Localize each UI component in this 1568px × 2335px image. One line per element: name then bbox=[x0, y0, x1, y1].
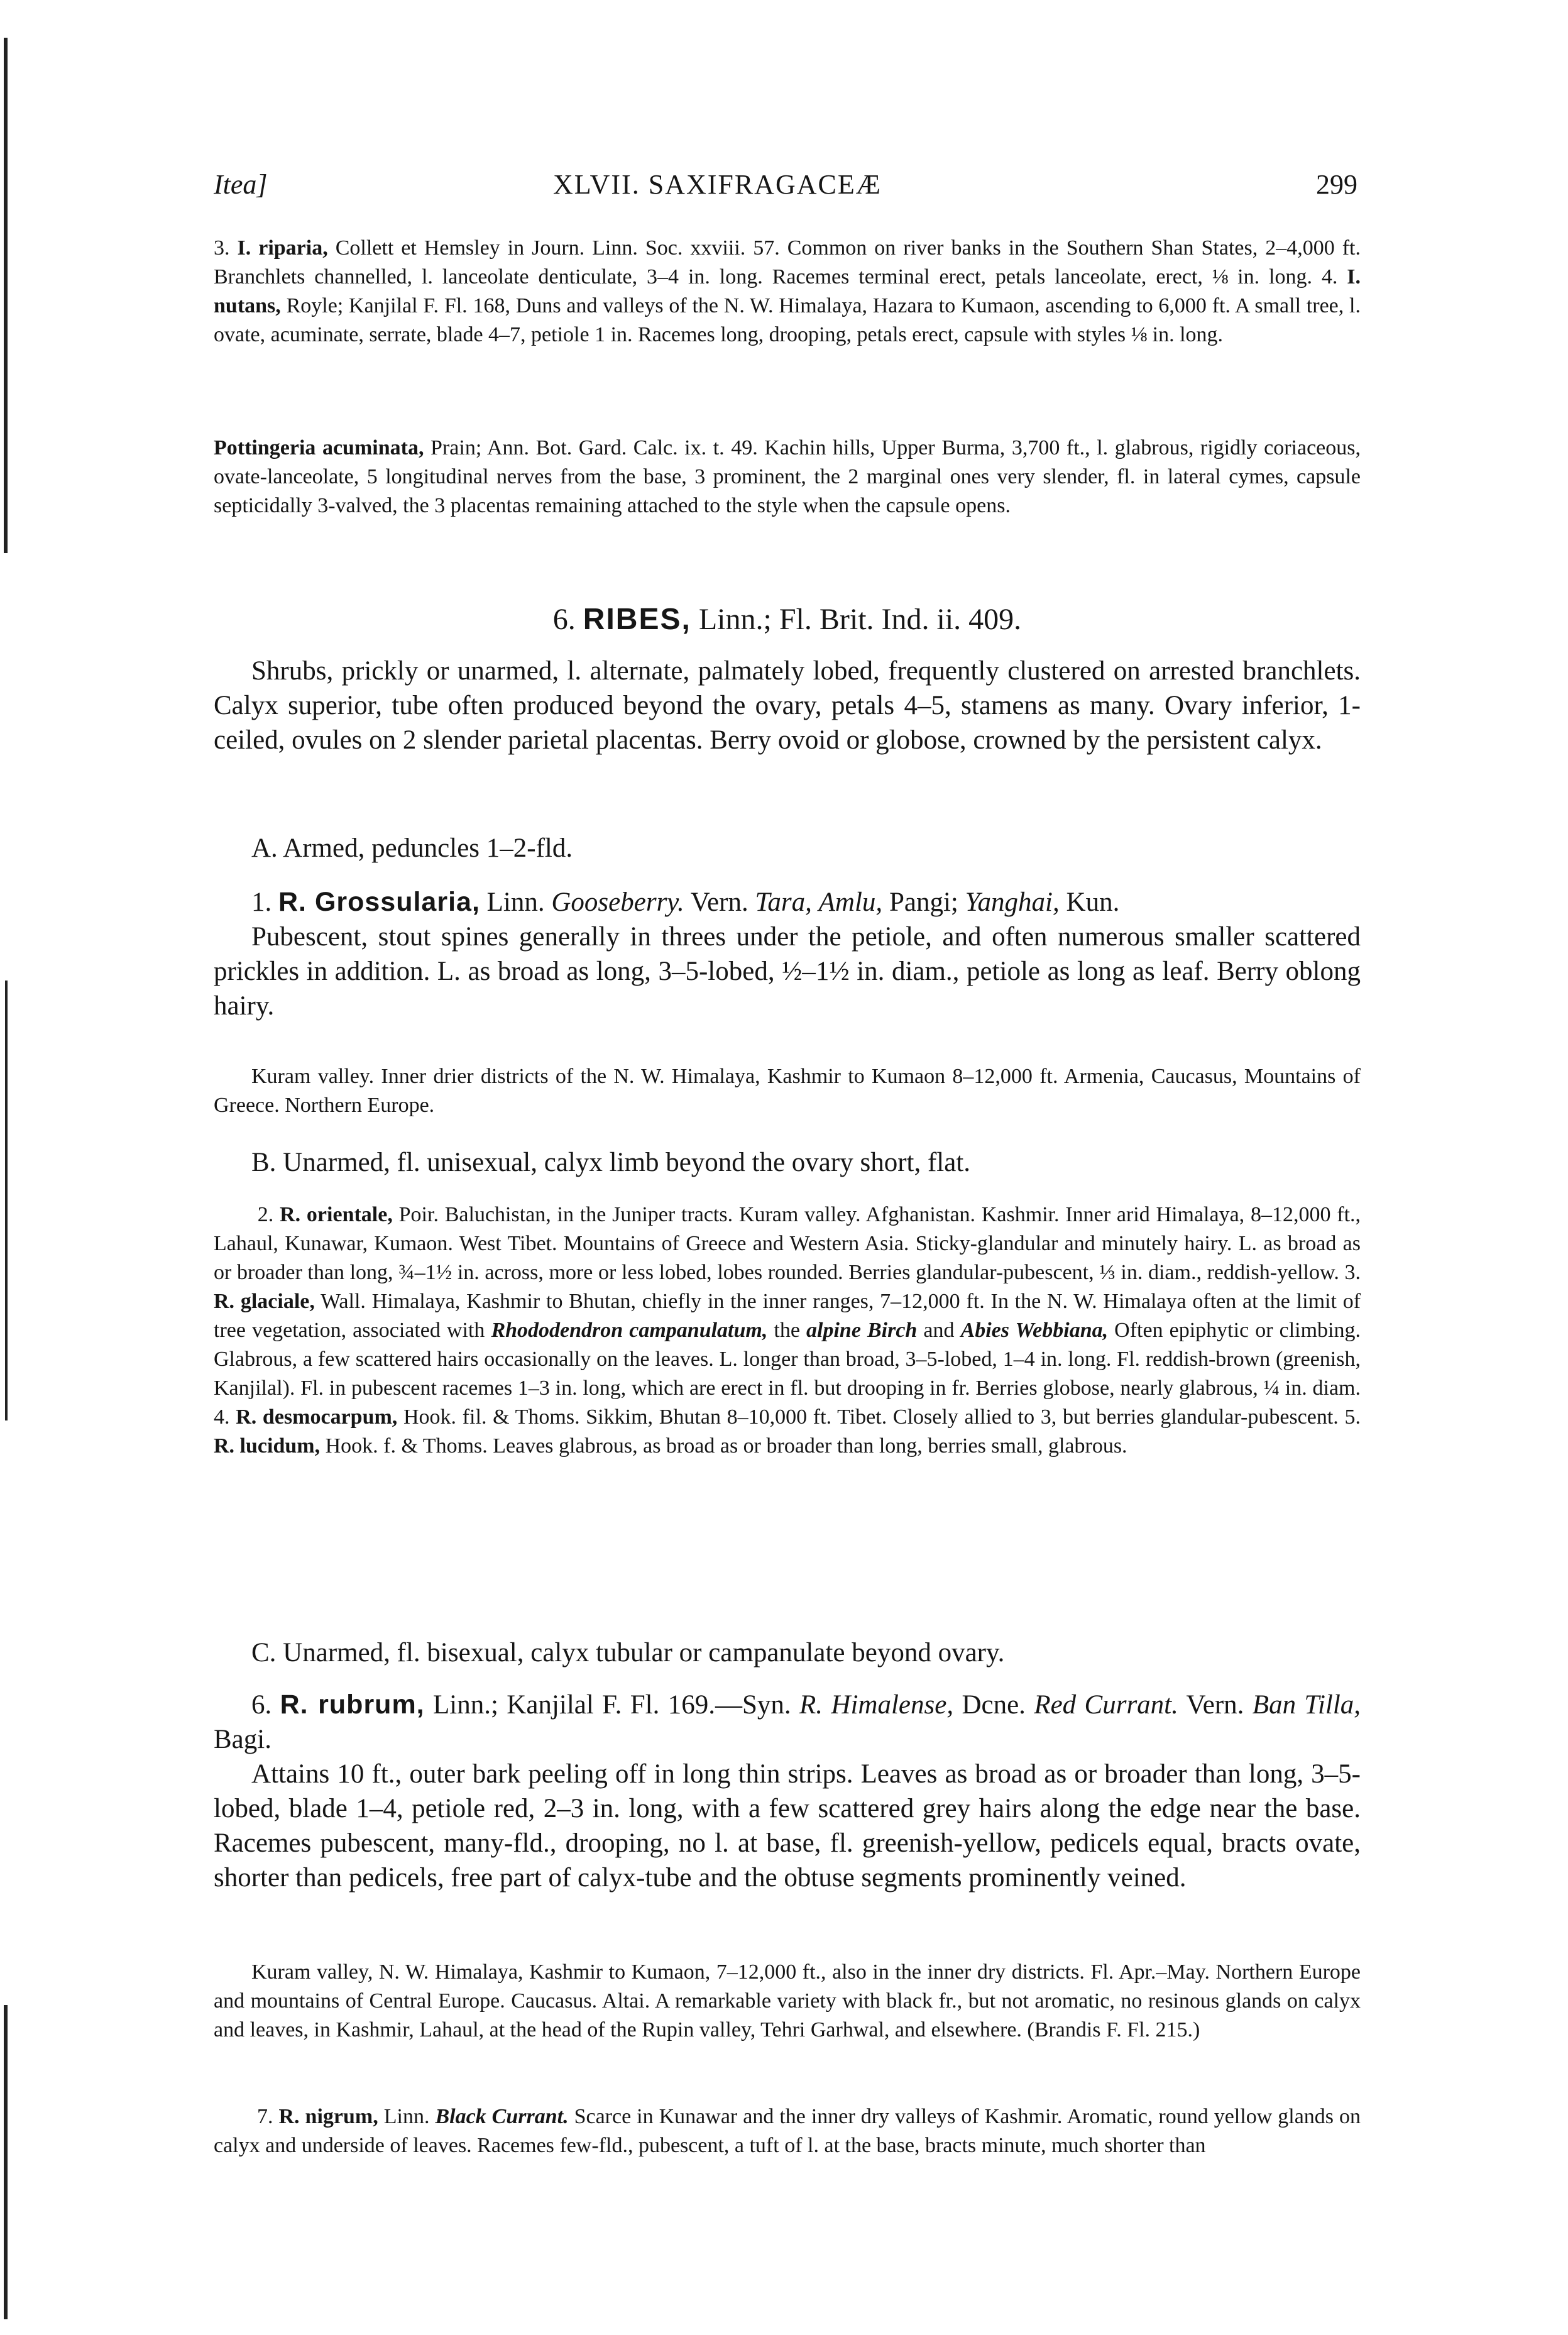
running-head-title: XLVII. SAXIFRAGACEÆ bbox=[553, 169, 882, 200]
species-authority: Linn.; Kanjilal F. Fl. 169.—Syn. bbox=[433, 1690, 791, 1720]
pottingeria-paragraph bbox=[214, 434, 1361, 520]
species-name: I. riparia, bbox=[237, 236, 328, 260]
species-number: 4. bbox=[214, 1405, 230, 1429]
species-text: the bbox=[774, 1319, 800, 1342]
species-text: Hook. f. & Thoms. Leaves glabrous, as broad as or broader than long, berries small, glabrous. bbox=[325, 1434, 1127, 1458]
species-text: Hook. fil. & Thoms. Sikkim, Bhutan 8–10,000 ft. Tibet. Closely allied to 3, but berries glandular-pubescent. bbox=[403, 1405, 1339, 1429]
species-text: and bbox=[923, 1319, 955, 1342]
species-name: R. rubrum, bbox=[280, 1689, 425, 1720]
vernacular-region: Bagi. bbox=[214, 1725, 271, 1754]
associated-species: Rhododendron campanulatum, bbox=[491, 1319, 768, 1342]
species-name: R. Grossularia, bbox=[278, 887, 480, 917]
common-name: Gooseberry. bbox=[551, 887, 684, 917]
species-number: 6. bbox=[251, 1690, 272, 1720]
page-number: 299 bbox=[1316, 169, 1357, 200]
species-name: Pottingeria acuminata, bbox=[214, 436, 424, 459]
species-text: Wall. Himalaya, Kashmir to Bhutan, chiefly in the inner ranges, 7–12,000 ft. In the N. W. Himalaya often at the limit of tree vegetation, associated with bbox=[214, 1290, 1361, 1342]
associated-species: Abies Webbiana, bbox=[960, 1319, 1109, 1342]
species-1-distribution bbox=[214, 1062, 1361, 1120]
species-number: 7. bbox=[257, 2105, 273, 2128]
vernacular-name: Tara, bbox=[755, 887, 812, 917]
genus-number: 6. bbox=[552, 603, 576, 636]
species-1-heading bbox=[214, 885, 1361, 1023]
species-text: Often epiphytic or climbing. Glabrous, a few scattered hairs occasionally on the leaves. L. longer than broad, 3–5-lobed, 1–4 in. long. Fl. reddish-brown (greenish, Kanjilal). Fl. in pubescent racemes 1–3 in. long, which are erect in fl. but drooping in fr. Berries globose, nearly glabrous, ¼ in. diam. bbox=[214, 1319, 1361, 1400]
species-number: 3. bbox=[1344, 1261, 1361, 1284]
species-text: Collett et Hemsley in Journ. Linn. Soc. xxviii. 57. Common on river banks in the Southern Shan States, 2–4,000 ft. Branchlets channelled, l. lanceolate denticulate, 3–4 in. long. Racemes terminal erect, petals lanceolate, erect, ⅛ in. long. 4. bbox=[214, 236, 1361, 288]
section-heading-b: B. Unarmed, fl. unisexual, calyx limb beyond the ovary short, flat. bbox=[251, 1148, 971, 1177]
species-number: 1. bbox=[251, 887, 272, 917]
genus-authority: Linn.; Fl. Brit. Ind. ii. 409. bbox=[698, 603, 1022, 636]
common-name: Black Currant. bbox=[435, 2105, 569, 2128]
common-name: Red Currant. bbox=[1034, 1690, 1178, 1720]
species-name: R. glaciale, bbox=[214, 1290, 315, 1313]
synonym: R. Himalense, bbox=[799, 1690, 954, 1720]
section-heading-c: C. Unarmed, fl. bisexual, calyx tubular or campanulate beyond ovary. bbox=[251, 1638, 1005, 1667]
species-name: R. orientale, bbox=[280, 1203, 393, 1226]
distribution-text: Kuram valley. Inner drier districts of the N. W. Himalaya, Kashmir to Kumaon 8–12,000 ft. Armenia, Caucasus, Mountains of Greece. Northern Europe. bbox=[214, 1065, 1361, 1117]
species-number: 3. bbox=[214, 236, 230, 260]
associated-species: alpine Birch bbox=[806, 1319, 918, 1342]
vernacular-region: Pangi; bbox=[889, 887, 958, 917]
species-description: Attains 10 ft., outer bark peeling off in long thin strips. Leaves as broad as or broader than long, 3–5-lobed, blade 1–4, petiole red, 2–3 in. long, with a few scattered grey hairs along the edge near the base. Racemes pubescent, many-fld., drooping, no l. at base, fl. greenish-yellow, pedicels equal, bracts ovate, shorter than pedicels, free part of calyx-tube and the obtuse segments prominently veined. bbox=[214, 1759, 1361, 1893]
vernacular-name: Yanghai, bbox=[965, 887, 1060, 917]
species-6-heading bbox=[214, 1688, 1361, 1895]
genus-name: RIBES, bbox=[583, 603, 691, 636]
running-head-left: Itea] bbox=[214, 169, 268, 200]
genus-description-text: Shrubs, prickly or unarmed, l. alternate, palmately lobed, frequently clustered on arrested branchlets. Calyx superior, tube often produced beyond the ovary, petals 4–5, stamens as many. Ovary inferior, 1-ceiled, ovules on 2 slender parietal placentas. Berry ovoid or globose, crowned by the persistent calyx. bbox=[214, 656, 1361, 755]
species-2-5-paragraph bbox=[214, 1200, 1361, 1461]
species-text: Prain; Ann. Bot. Gard. Calc. ix. t. 49. Kachin hills, Upper Burma, 3,700 ft., l. glabrous, rigidly coriaceous, ovate-lanceolate, 5 longitudinal nerves from the base, 3 prominent, the 2 marginal ones very slender, fl. in lateral cymes, capsule septicidally 3-valved, the 3 placentas remaining attached to the style when the capsule opens. bbox=[214, 436, 1361, 517]
species-text: Poir. Baluchistan, in the Juniper tracts. Kuram valley. Afghanistan. Kashmir. Inner arid Himalaya, 8–12,000 ft., Lahaul, Kunawar, Kumaon. West Tibet. Mountains of Greece and Western Asia. Sticky-glandular and minutely hairy. L. as broad as or broader than long, ¾–1½ in. across, more or less lobed, lobes rounded. Berries glandular-pubescent, ⅓ in. diam., reddish-yellow. bbox=[214, 1203, 1361, 1284]
species-name: R. nigrum, bbox=[278, 2105, 378, 2128]
section-heading-a: A. Armed, peduncles 1–2-fld. bbox=[251, 833, 573, 863]
species-description: Pubescent, stout spines generally in threes under the petiole, and often numerous smaller scattered prickles in addition. L. as broad as long, 3–5-lobed, ½–1½ in. diam., petiole as long as leaf. Berry oblong hairy. bbox=[214, 922, 1361, 1021]
species-authority: Linn. bbox=[486, 887, 545, 917]
vernacular-region: Kun. bbox=[1066, 887, 1120, 917]
species-name: R. lucidum, bbox=[214, 1434, 321, 1458]
synonym-authority: Dcne. bbox=[962, 1690, 1026, 1720]
species-text: Royle; Kanjilal F. Fl. 168, Duns and valleys of the N. W. Himalaya, Hazara to Kumaon, ascending to 6,000 ft. A small tree, l. ovate, acuminate, serrate, blade 4–7, petiole 1 in. Racemes long, drooping, petals erect, capsule with styles ⅛ in. long. bbox=[214, 294, 1361, 346]
species-6-distribution bbox=[214, 1958, 1361, 2045]
species-number: 5. bbox=[1344, 1405, 1361, 1429]
genus-description bbox=[214, 654, 1361, 757]
running-head bbox=[214, 168, 1357, 206]
species-name: R. desmocarpum, bbox=[236, 1405, 398, 1429]
species-7-paragraph bbox=[214, 2102, 1361, 2160]
itea-species-paragraph bbox=[214, 234, 1361, 349]
genus-heading bbox=[214, 602, 1361, 637]
vernacular-name: Ban Tilla, bbox=[1252, 1690, 1361, 1720]
species-name: I. nutans, bbox=[214, 265, 1361, 317]
vernacular-label: Vern. bbox=[690, 887, 748, 917]
vernacular-name: Amlu, bbox=[818, 887, 883, 917]
distribution-text: Kuram valley, N. W. Himalaya, Kashmir to Kumaon, 7–12,000 ft., also in the inner dry districts. Fl. Apr.–May. Northern Europe and mountains of Central Europe. Caucasus. Altai. A remarkable variety with black fr., but not aromatic, no resinous glands on calyx and leaves, in Kashmir, Lahaul, at the head of the Rupin valley, Tehri Garhwal, and elsewhere. (Brandis F. Fl. 215.) bbox=[214, 1960, 1361, 2041]
vernacular-label: Vern. bbox=[1186, 1690, 1244, 1720]
species-number: 2. bbox=[257, 1203, 274, 1226]
species-authority: Linn. bbox=[383, 2105, 430, 2128]
species-text: Scarce in Kunawar and the inner dry valleys of Kashmir. Aromatic, round yellow glands on calyx and underside of leaves. Racemes few-fld., pubescent, a tuft of l. at the base, bracts minute, much shorter than bbox=[214, 2105, 1361, 2157]
